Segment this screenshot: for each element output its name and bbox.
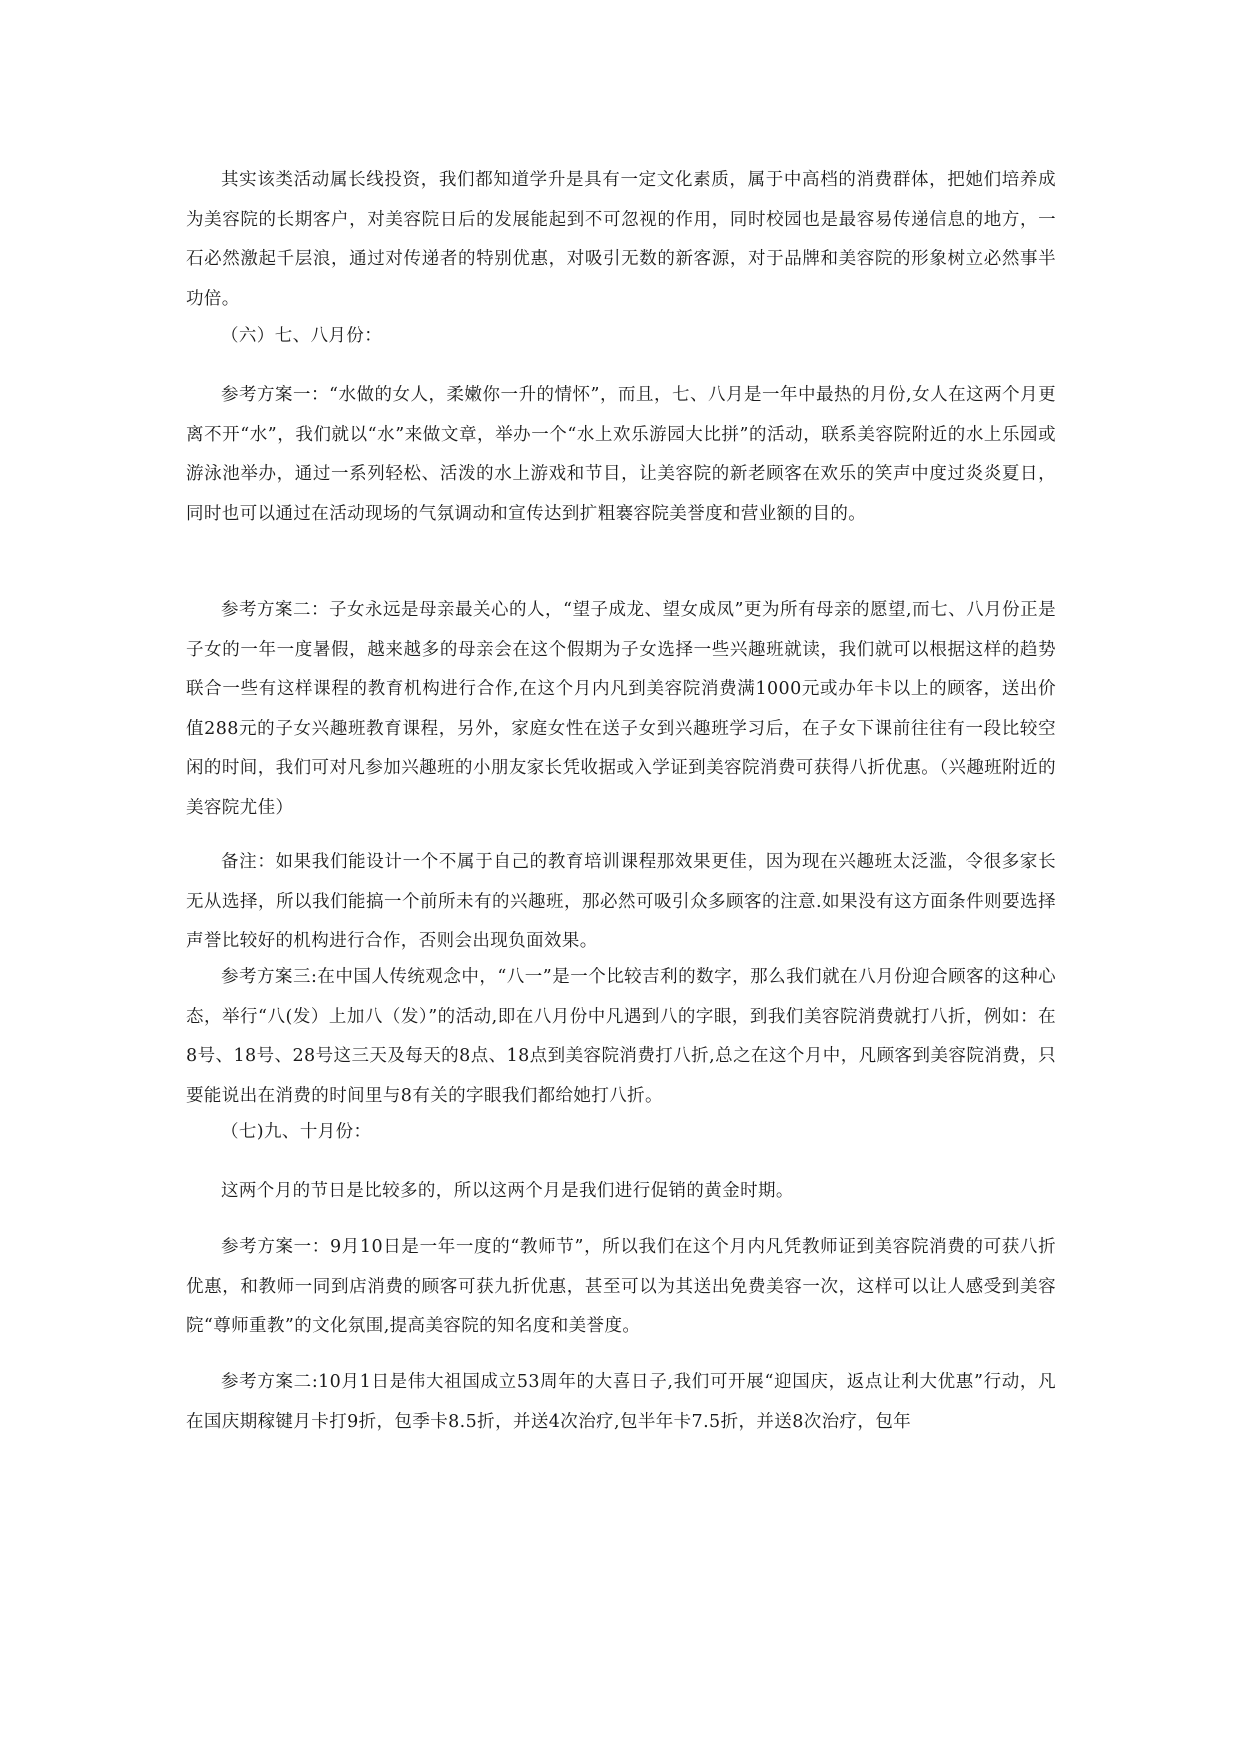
paragraph-national-day: 参考方案二:10月1日是伟大祖国成立53周年的大喜日子,我们可开展“迎国庆，返点让利大优惠”行动，凡在国庆期稼键月卡打9折，包季卡8.5折，并送4次治疗,包半年卡7.5折，并送8次治疗，包年 — [186, 1372, 1056, 1432]
paragraph-note: 备注：如果我们能设计一个不属于自己的教育培训课程那效果更佳，因为现在兴趣班太泛滥，令很多家长无从选择，所以我们能搞一个前所未有的兴趣班，那必然可吸引众多顾客的注意.如果没有这方面条件则要选择声誉比较好的机构进行合作，否则会出现负面效果。 — [186, 852, 1056, 951]
paragraph-plan-1-water: 参考方案一：“水做的女人，柔嫩你一升的情怀”，而且，七、八月是一年中最热的月份,女人在这两个月更离不开“水”，我们就以“水”来做文章，举办一个“水上欢乐游园大比拼”的活动，联系美容院附近的水上乐园或游泳池举办，通过一系列轻松、活泼的水上游戏和节目，让美容院的新老顾客在欢乐的笑声中度过炎炎夏日，同时也可以通过在活动现场的气氛调动和宣传达到扩粗褰容院美誉度和营业额的目的。 — [186, 385, 1056, 524]
heading-july-august: （六）七、八月份： — [221, 326, 383, 346]
paragraph-investment: 其实该类活动属长线投资，我们都知道学升是具有一定文化素质，属于中高档的消费群体，把她们培养成为美容院的长期客户，对美容院日后的发展能起到不可忽视的作用，同时校园也是最容易传递信息的地方，一石必然激起千层浪，通过对传递者的特别优惠，对吸引无数的新客源，对于品牌和美容院的形象树立必然事半功倍。 — [186, 170, 1056, 309]
paragraph-teachers-day: 参考方案一：9月10日是一年一度的“教师节”，所以我们在这个月内凡凭教师证到美容院消费的可获八折优惠，和教师一同到店消费的顾客可获九折优惠，甚至可以为其送出免费美容一次，这样可以让人感受到美容院“尊师重教”的文化氛围,提高美容院的知名度和美誉度。 — [186, 1237, 1056, 1336]
heading-september-october: （七)九、十月份： — [221, 1122, 372, 1142]
paragraph-plan-2-interest-class: 参考方案二：子女永远是母亲最关心的人，“望子成龙、望女成凤”更为所有母亲的愿望,而七、八月份正是子女的一年一度暑假，越来越多的母亲会在这个假期为子女选择一些兴趣班就读，我们就可以根据这样的趋势联合一些有这样课程的教育机构进行合作,在这个月内凡到美容院消费满1000元或办年卡以上的顾客，送出价值288元的子女兴趣班教育课程，另外，家庭女性在送子女到兴趣班学习后，在子女下课前往往有一段比较空闲的时间，我们可对凡参加兴趣班的小朋友家长凭收据或入学证到美容院消费可获得八折优惠。（兴趣班附近的美容院尤佳） — [186, 600, 1056, 818]
paragraph-festivals: 这两个月的节日是比较多的，所以这两个月是我们进行促销的黄金时期。 — [221, 1181, 794, 1201]
paragraph-plan-3-eight: 参考方案三:在中国人传统观念中，“八一”是一个比较吉利的数字，那么我们就在八月份迎合顾客的这种心态，举行“八(发）上加八（发）”的活动,即在八月份中凡遇到八的字眼，到我们美容院消费就打八折，例如：在8号、18号、28号这三天及每天的8点、18点到美容院消费打八折,总之在这个月中，凡顾客到美容院消费，只要能说出在消费的时间里与8有关的字眼我们都给她打八折。 — [186, 967, 1056, 1106]
